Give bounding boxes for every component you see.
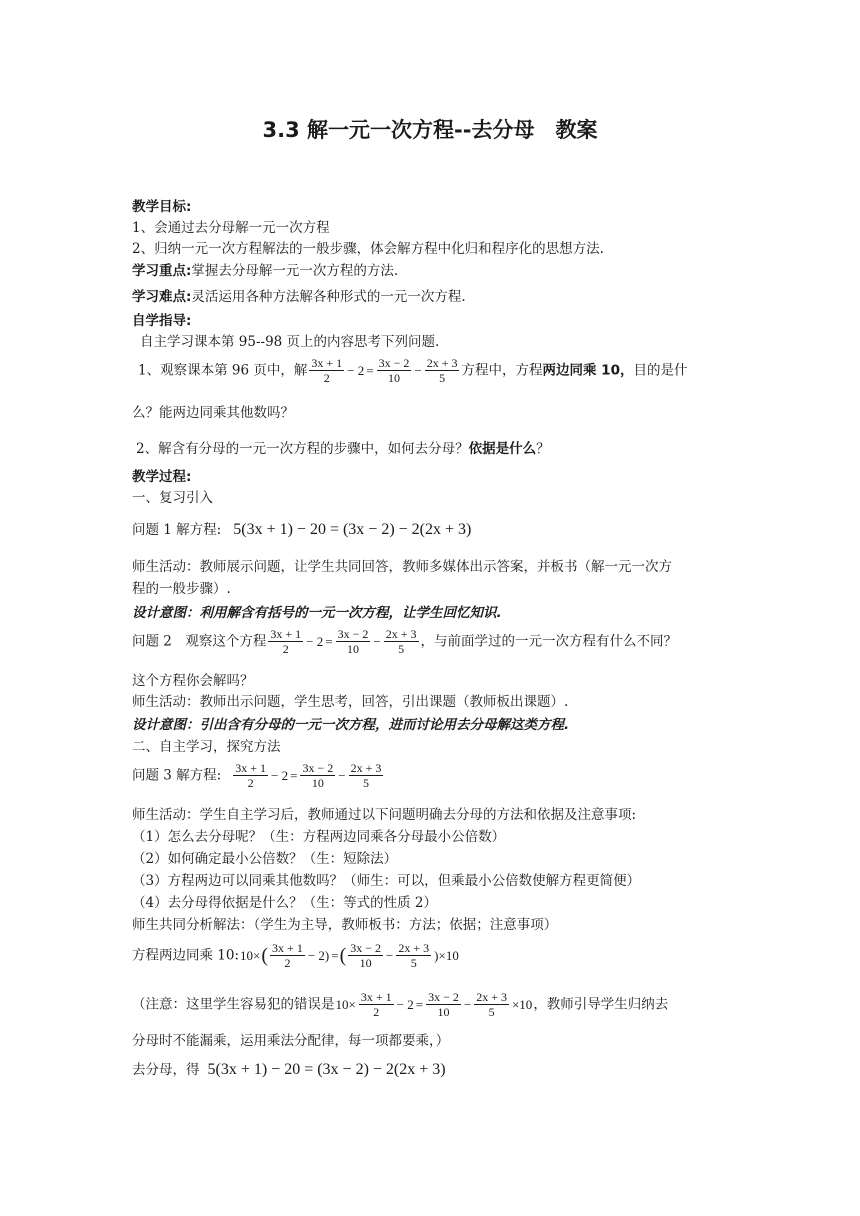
ten-times: 10× [240, 947, 261, 963]
fraction [348, 941, 383, 970]
fraction [425, 356, 460, 385]
step-item-1: （1）怎么去分母呢？（生：方程两边同乘各分母最小公倍数） [132, 829, 506, 845]
guide-intro: 自主学习课本第 95--98 页上的内容思考下列问题. [140, 334, 440, 350]
p2-label: 问题 2 观察这个方程 [132, 633, 267, 650]
fraction-denominator: 10 [311, 776, 324, 790]
note-line [132, 990, 668, 1019]
times-ten: ×10 [511, 996, 533, 1012]
minus-two: − 2 [306, 633, 324, 649]
fraction-denominator: 2 [284, 956, 291, 970]
fraction-numerator: 3x + 1 [270, 627, 302, 641]
q2-pre: 2、解含有分母的一元一次方程的步骤中，如何去分母？ [136, 441, 469, 457]
problem-2 [132, 627, 677, 656]
fraction-numerator: 3x + 1 [311, 356, 343, 370]
key-point-label: 学习重点: [132, 263, 192, 279]
guide-question-1-cont: 么？能两边同乘其他数吗？ [132, 405, 294, 421]
multiply-line [132, 941, 460, 970]
fraction-numerator: 3x − 2 [378, 356, 410, 370]
step-item-4: （4）去分母得依据是什么？（生：等式的性质 2） [132, 895, 437, 911]
step-item-3: （3）方程两边可以同乘其他数吗？（师生：可以，但乘最小公倍数使解方程更简便） [132, 873, 641, 889]
p3-label: 问题 3 解方程: [132, 767, 222, 784]
fraction [309, 356, 344, 385]
teacher-activity-3: 师生活动：学生自主学习后，教师通过以下问题明确去分母的方法和依据及注意事项: [132, 807, 637, 823]
ten-times: 10× [335, 996, 356, 1012]
fraction [377, 356, 412, 385]
section-2-heading: 二、自主学习，探究方法 [132, 739, 281, 755]
fraction [268, 627, 303, 656]
minus-sign: − [463, 996, 472, 1012]
close-times-ten: )×10 [434, 947, 459, 963]
fraction-numerator: 3x + 1 [272, 941, 303, 955]
note-cont: 分母时不能漏乘，运用乘法分配律，每一项都要乘，） [132, 1033, 450, 1049]
fraction-denominator: 2 [247, 776, 254, 790]
equals-sign: = [366, 362, 374, 378]
q1-post: 目的是什 [633, 362, 688, 379]
fraction-denominator: 2 [282, 642, 289, 656]
guide-question-2 [136, 440, 550, 458]
key-point [132, 262, 398, 280]
fraction [396, 941, 431, 970]
q2-post: ？ [536, 441, 550, 457]
difficulty-label: 学习难点: [132, 289, 192, 305]
fraction-numerator: 2x + 3 [476, 990, 507, 1004]
fraction-numerator: 2x + 3 [426, 356, 458, 370]
open-paren: ( [339, 944, 347, 967]
fraction-denominator: 5 [410, 956, 417, 970]
fraction-denominator: 10 [347, 642, 359, 656]
step-item-2: （2）如何确定最小公倍数？（生：短除法） [132, 851, 398, 867]
fraction-denominator: 5 [362, 776, 369, 790]
p2-post: ，与前面学过的一元一次方程有什么不同？ [420, 633, 678, 650]
fraction-numerator: 3x − 2 [428, 990, 459, 1004]
fraction [270, 941, 305, 970]
goal-1: 1、会通过去分母解一元一次方程 [132, 220, 330, 236]
fraction [349, 761, 384, 790]
difficulty-text: 灵活运用各种方法解各种形式的一元一次方程. [191, 289, 466, 305]
fraction [384, 627, 419, 656]
minus-two: − 2 [396, 996, 414, 1012]
goals-heading: 教学目标: [132, 199, 192, 215]
q1-mid: 方程中，方程 [461, 362, 543, 379]
fraction-numerator: 3x + 1 [360, 990, 392, 1004]
equals-sign: = [331, 947, 339, 963]
mult-label: 方程两边同乘 10: [132, 947, 240, 964]
problem-2-cont: 这个方程你会解吗？ [132, 673, 254, 689]
fraction [359, 990, 394, 1019]
fraction-numerator: 2x + 3 [398, 941, 430, 955]
fraction-numerator: 3x − 2 [350, 941, 382, 955]
q1-bold: 两边同乘 10， [542, 362, 634, 379]
minus-sign: − [373, 633, 381, 649]
teacher-activity-2: 师生活动：教师出示问题，学生思考，回答，引出课题（教师板出课题）. [132, 694, 569, 710]
problem-1 [132, 521, 471, 539]
fraction-denominator: 10 [437, 1005, 450, 1019]
fraction-numerator: 2x + 3 [385, 627, 417, 641]
design-intent-1: 设计意图：利用解含有括号的一元一次方程，让学生回忆知识. [132, 605, 502, 621]
note-pre: （注意：这里学生容易犯的错误是 [132, 996, 335, 1013]
section-1-heading: 一、复习引入 [132, 490, 213, 506]
equals-sign: = [290, 767, 298, 783]
result-label: 去分母，得 [132, 1062, 200, 1078]
note-post: ，教师引导学生归纳去 [533, 996, 669, 1013]
process-heading: 教学过程: [132, 469, 192, 485]
guide-heading: 自学指导: [132, 313, 192, 329]
fraction-numerator: 3x + 1 [235, 761, 267, 775]
result-equation: 5(3x + 1) − 20 = (3x − 2) − 2(2x + 3) [207, 1061, 446, 1078]
teacher-activity-1-line1: 师生活动：教师展示问题，让学生共同回答，教师多媒体出示答案，并板书（解一元一次方 [132, 559, 672, 575]
fraction [336, 627, 371, 656]
minus-sign: − [338, 767, 346, 783]
fraction-denominator: 5 [439, 371, 446, 385]
fraction [300, 761, 335, 790]
teacher-activity-1-line2: 程的一般步骤）. [132, 581, 231, 597]
design-intent-2: 设计意图：引出含有分母的一元一次方程，进而讨论用去分母解这类方程. [132, 717, 570, 733]
fraction [233, 761, 268, 790]
key-point-text: 掌握去分母解一元一次方程的方法. [191, 263, 399, 279]
fraction-denominator: 2 [323, 371, 330, 385]
problem-1-equation: 5(3x + 1) − 20 = (3x − 2) − 2(2x + 3) [233, 521, 472, 538]
fraction-denominator: 5 [398, 642, 405, 656]
fraction [426, 990, 461, 1019]
result-line [132, 1061, 446, 1079]
q1-pre: 1、观察课本第 96 页中，解 [138, 362, 308, 379]
equals-sign: = [415, 996, 424, 1012]
fraction-denominator: 2 [373, 1005, 380, 1019]
analysis-line: 师生共同分析解法：（学生为主导，教师板书：方法；依据；注意事项） [132, 917, 558, 933]
equals-sign: = [325, 633, 333, 649]
q2-bold: 依据是什么 [468, 441, 537, 457]
open-paren: ( [261, 944, 269, 967]
fraction-denominator: 10 [359, 956, 372, 970]
difficulty [132, 288, 466, 306]
fraction-denominator: 10 [387, 371, 400, 385]
fraction-denominator: 5 [488, 1005, 495, 1019]
minus-two-close: − 2) [307, 947, 330, 963]
minus-two: − 2 [271, 767, 289, 783]
fraction-numerator: 2x + 3 [350, 761, 382, 775]
fraction-numerator: 3x − 2 [302, 761, 334, 775]
minus-sign: − [414, 362, 422, 378]
minus-two: − 2 [347, 362, 365, 378]
fraction-numerator: 3x − 2 [337, 627, 369, 641]
page-title: 3.3 解一元一次方程--去分母 教案 [262, 118, 598, 142]
problem-1-label: 问题 1 解方程: [132, 522, 222, 538]
fraction [474, 990, 509, 1019]
problem-3 [132, 761, 385, 790]
guide-question-1 [138, 356, 687, 385]
goal-2: 2、归纳一元一次方程解法的一般步骤，体会解方程中化归和程序化的思想方法. [132, 241, 604, 257]
minus-sign: − [386, 947, 394, 963]
